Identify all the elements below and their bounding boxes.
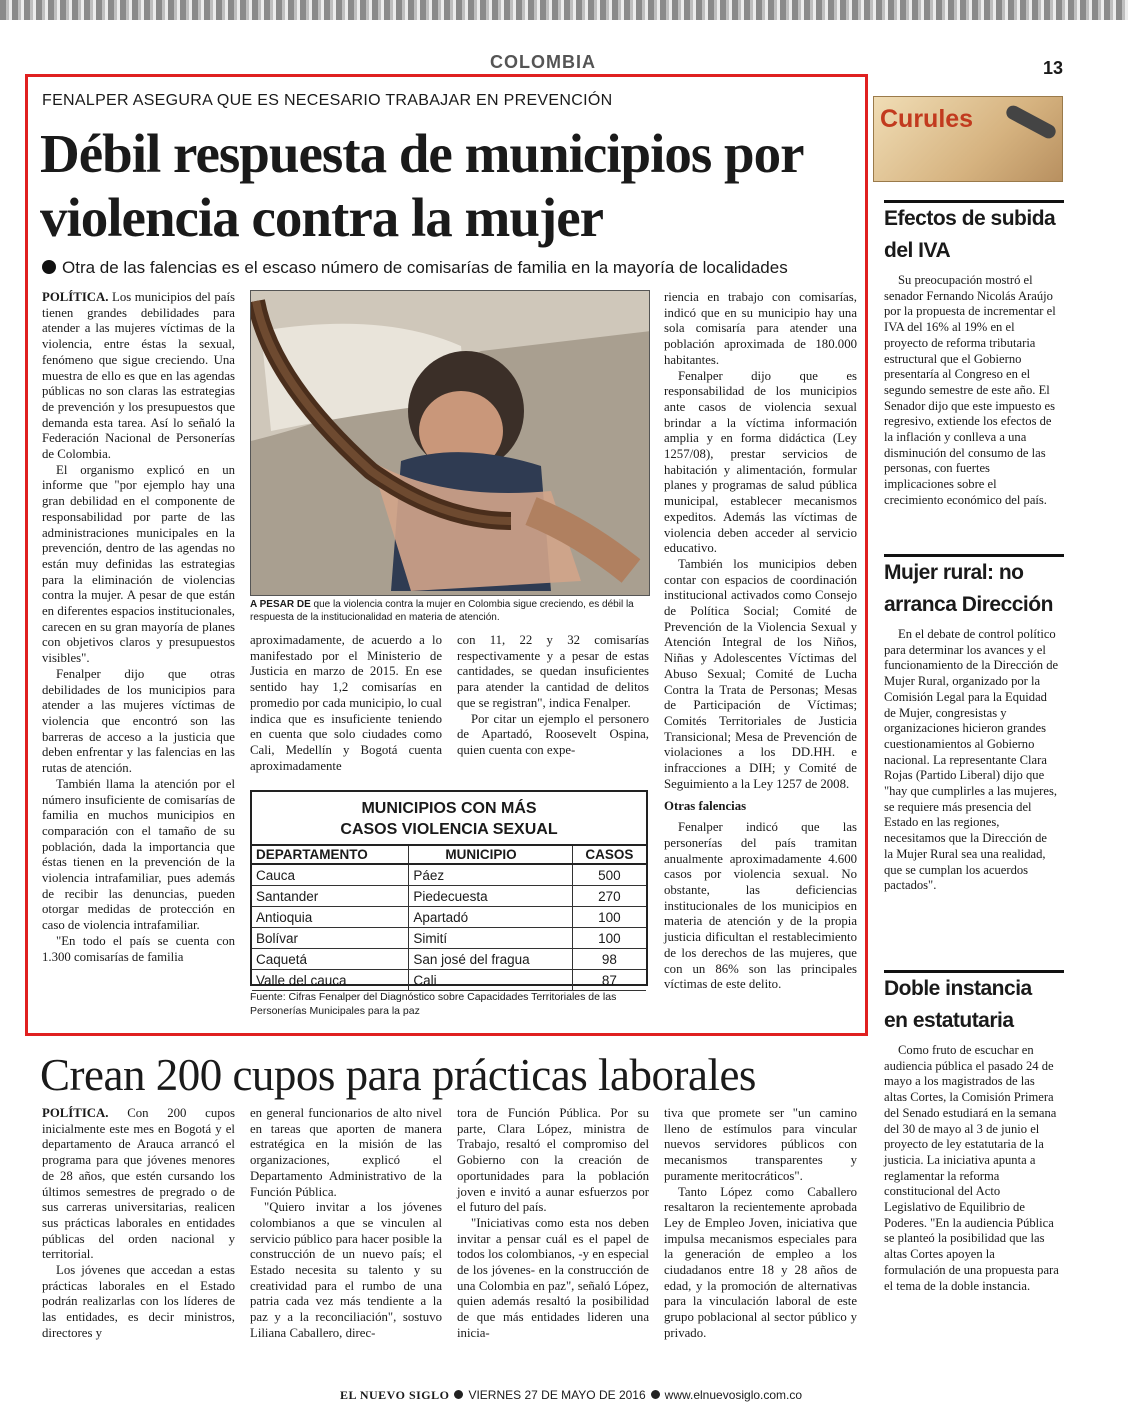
sidebar-banner-title: Curules bbox=[880, 105, 974, 133]
table-source: Fuente: Cifras Fenalper del Diagnóstico sobre Capacidades Territoriales de las Personerías Municipales para la paz bbox=[250, 991, 617, 1017]
paragraph: tiva que promete ser "un camino lleno de estímulos para vincular nuevos servidores públicos con mecanismos transparentes y puramente meritocráticos". bbox=[664, 1106, 857, 1183]
table-row bbox=[252, 970, 646, 991]
paragraph: Fenalper dijo que es responsabilidad de los municipios ante casos de violencia sexual brindar a la víctima información amplia y en forma didáctica (Ley 1257/08), prestar servicios de habitación y alimentación, formular planes y programas de salud pública municipal, establecer mecanismos expeditos. Además las víctimas de violencia deben acceder al servicio educativo. bbox=[664, 368, 857, 556]
paragraph: Su preocupación mostró el senador Fernando Nicolás Araújo por la propuesta de incrementar el IVA del 16% al 19% en el proyecto de reforma tributaria estructural que el Gobierno presentaría al Congreso en el segundo semestre de este año. El Senador dijo que este impuesto es regresivo, extiende los efectos de la inflación y conlleva a una disminución del consumo de las personas, con fuertes implicaciones sobre el crecimiento económico del país. bbox=[884, 273, 1056, 507]
brief-text bbox=[884, 1043, 1059, 1294]
microphone-icon bbox=[1004, 103, 1058, 141]
paragraph: Tanto López como Caballero resaltaron la recientemente aprobada Ley de Empleo Joven, iniciativa que impulsa mecanismos especiales para la generación de empleo a los ciudadanos entre 18 y 28 años de edad, y la promoción de alternativas para la vinculación laboral de este grupo poblacional al sector público y privado. bbox=[664, 1184, 857, 1340]
table-title-line: CASOS VIOLENCIA SEXUAL bbox=[340, 821, 558, 838]
table-cell: Caquetá bbox=[252, 949, 409, 970]
table-row bbox=[252, 864, 646, 886]
paragraph: También los municipios deben contar con espacios de coordinación institucional activados como Consejo de Política Social; Comité de Prevención de la Violencia Sexual y Atención Integral de los Niños, Niñas y Adolescentes Víctimas del Abuso Sexual; Comité de Lucha Contra la Trata de Personas; Mesas de Participación de Víctimas; Comités Territoriales de Justicia Transicional; Mesa de Prevención de violaciones a los DD.HH. e infracciones a DIH; y Comité de Seguimiento a la Ley 1257 de 2008. bbox=[664, 556, 857, 791]
table-title bbox=[252, 798, 646, 840]
page-top-edge bbox=[0, 0, 1128, 20]
table-cell: 270 bbox=[572, 886, 646, 907]
second-article-column-4 bbox=[664, 1106, 857, 1342]
article-column-3 bbox=[457, 633, 649, 759]
sidebar-brief-2 bbox=[884, 554, 1059, 894]
sidebar-banner bbox=[873, 96, 1063, 182]
bullet-icon bbox=[651, 1390, 660, 1399]
table-cell: 87 bbox=[572, 970, 646, 991]
table-title-line: MUNICIPIOS CON MÁS bbox=[361, 800, 537, 817]
page-footer bbox=[340, 1388, 802, 1403]
dateline: POLÍTICA. bbox=[42, 290, 109, 304]
paragraph: En el debate de control político para determinar los avances y el funcionamiento de la Dirección de Mujer Rural, organizado por la Comisión Legal para la Equidad de Mujer, congresistas y organizaciones hicieron grandes cuestionamientos al Gobierno nacional. La representante Clara Rojas (Partido Liberal) dijo que "hay que cumplirles a las mujeres, se requiere más presencia del Estado en las regiones, necesitamos que la Dirección de la Mujer Rural sea una realidad, que se cumplan los acuerdos pactados". bbox=[884, 627, 1059, 893]
paragraph: riencia en trabajo con comisarías, indicó que en su municipio hay una sola comisaría para atender una población aproximada de 180.000 habitantes. bbox=[664, 290, 857, 367]
table-cell: Bolívar bbox=[252, 928, 409, 949]
second-article-column-2 bbox=[250, 1106, 442, 1342]
footer-url[interactable]: www.elnuevosiglo.com.co bbox=[664, 1388, 803, 1402]
article-column-1 bbox=[42, 290, 235, 965]
paragraph: También llama la atención por el número insuficiente de comisarías de familia en muchos municipios en comparación con el tamaño de su población, dada la importancia que éstas tienen en la prevención de la violencia intrafamiliar, pues además de recibir las denuncias, pueden otorgar medidas de protección en caso de violencia intrafamiliar. bbox=[42, 776, 235, 933]
table-cell: Cali bbox=[409, 970, 572, 991]
second-article-column-1 bbox=[42, 1106, 235, 1342]
table-header-cell: MUNICIPIO bbox=[409, 845, 572, 864]
sidebar-brief-1 bbox=[884, 200, 1059, 509]
cases-table-box bbox=[250, 790, 648, 986]
paragraph: El organismo explicó en un informe que "por ejemplo hay una gran debilidad en el componente de responsabilidad por parte de las administraciones municipales en la prevención, dentro de las agendas no están muy definidas las estrategias para la eliminación de violencias contra la mujer. A pesar de que están en diferentes espacios institucionales, carecen en su gran mayoría de planes con objetivos claros y presupuestos visibles". bbox=[42, 462, 235, 666]
paragraph: Fenalper indicó que las personerías del país tramitan anualmente aproximadamente 4.600 casos por violencia sexual. No obstante, las deficiencias institucionales de los municipios en materia de atención y de la propia justicia dificultan el restablecimiento de los derechos de las mujeres, que con un 86% son las principales víctimas de este delito. bbox=[664, 820, 857, 992]
paragraph: Como fruto de escuchar en audiencia pública el pasado 24 de mayo a los magistrados de las altas Cortes, la Comisión Primera del Senado estudiará en la semana del 30 de mayo al 3 de junio el proyecto de ley estatutaria de la justicia. La iniciativa apunta a reglamentar la reforma constitucional del Acto Legislativo de Equilibrio de Poderes. "En la audiencia Pública se planteó la posibilidad que las altas Cortes apoyen la formulación de una propuesta para el tema de la doble instancia. bbox=[884, 1043, 1059, 1293]
paragraph bbox=[42, 1106, 235, 1263]
table-cell: San josé del fragua bbox=[409, 949, 572, 970]
paragraph: Los jóvenes que accedan a estas prácticas laborales en el Estado podrán realizarlas con los líderes de las entidades, es decir ministros, directores y bbox=[42, 1263, 235, 1340]
bullet-icon bbox=[454, 1390, 463, 1399]
paragraph: tora de Función Pública. Por su parte, Clara López, ministra de Trabajo, resaltó el compromiso del Gobierno con la creación de oportunidades para la población joven e invitó a aunar esfuerzos por el futuro del país. bbox=[457, 1106, 649, 1215]
bullet-icon bbox=[42, 260, 56, 274]
table-row bbox=[252, 949, 646, 970]
brief-title: Efectos de subida del IVA bbox=[884, 207, 1056, 262]
article-kicker: FENALPER ASEGURA QUE ES NECESARIO TRABAJAR EN PREVENCIÓN bbox=[42, 92, 613, 109]
footer-brand: EL NUEVO SIGLO bbox=[340, 1388, 450, 1402]
caption-text: que la violencia contra la mujer en Colombia sigue creciendo, es débil la respuesta de la institucionalidad en materia de atención. bbox=[250, 599, 634, 623]
brief-title: Mujer rural: no arranca Dirección bbox=[884, 561, 1053, 616]
column-subhead: Otras falencias bbox=[664, 798, 747, 813]
sidebar-brief-3 bbox=[884, 970, 1059, 1294]
table-cell: Piedecuesta bbox=[409, 886, 572, 907]
caption-lead: A PESAR DE bbox=[250, 599, 311, 610]
paragraph: "Iniciativas como esta nos deben invitar a pensar cuál es el papel de todos los colombianos, -y en especial de los jóvenes- en la construcción de una Colombia en paz", señaló López, quien además resaltó la posibilidad de que más entidades lideren una inicia- bbox=[457, 1215, 649, 1340]
paragraph bbox=[42, 290, 235, 463]
paragraph: en general funcionarios de alto nivel en tareas que aporten de manera estratégica en la misión de las organizaciones, explicó el Departamento Administrativo de la Función Pública. bbox=[250, 1106, 442, 1199]
article-headline: Débil respuesta de municipios por violencia contra la mujer bbox=[40, 123, 803, 248]
brief-title: Doble instancia en estatutaria bbox=[884, 977, 1032, 1032]
paragraph-text: Con 200 cupos inicialmente este mes en Bogotá y el departamento de Arauca arrancó el programa para que jóvenes menores de 28 años, que estén cursando los últimos semestres de pregrado o de sus carreras universitarias, realicen sus prácticas laborales en entidades públicas del orden nacional y territorial. bbox=[42, 1106, 235, 1262]
table-cell: Simití bbox=[409, 928, 572, 949]
photo-caption bbox=[250, 598, 650, 624]
cases-table bbox=[252, 844, 646, 991]
paragraph: "En todo el país se cuenta con 1.300 comisarías de familia bbox=[42, 933, 235, 964]
table-cell: 100 bbox=[572, 928, 646, 949]
page-number: 13 bbox=[1043, 58, 1064, 78]
article-subheadline bbox=[42, 258, 862, 278]
brief-text bbox=[884, 627, 1059, 894]
table-header-cell: CASOS bbox=[572, 845, 646, 864]
table-header-row bbox=[252, 845, 646, 864]
paragraph-text: Los municipios del país tienen grandes debilidades para atender a las mujeres víctimas de la violencia, entre éstas la sexual, fenómeno que sigue creciendo. Una muestra de ello es que en las agendas públicas no son claras las estrategias de prevención y los presupuestos que demanda esta tarea. Así lo señaló la Federación Nacional de Personerías de Colombia. bbox=[42, 290, 235, 462]
table-cell: 500 bbox=[572, 864, 646, 886]
article-column-4 bbox=[664, 290, 857, 993]
table-cell: Antioquia bbox=[252, 907, 409, 928]
table-cell: Santander bbox=[252, 886, 409, 907]
section-title: COLOMBIA bbox=[490, 52, 596, 72]
table-cell: Valle del cauca bbox=[252, 970, 409, 991]
table-cell: Cauca bbox=[252, 864, 409, 886]
photo-illustration bbox=[251, 291, 650, 596]
paragraph: "Quiero invitar a los jóvenes colombianos a que se vinculen al servicio público para hacer posible la construcción de un nuevo país; el Estado necesita su talento y su creatividad para el rumbo de una patria cada vez más tendiente a la paz y a la reconciliación", sostuvo Liliana Caballero, direc- bbox=[250, 1200, 442, 1340]
brief-text bbox=[884, 273, 1059, 509]
table-row bbox=[252, 907, 646, 928]
paragraph: aproximadamente, de acuerdo a lo manifestado por el Ministerio de Justicia en marzo de 2015. En ese sentido hay 1,2 comisarías en promedio por cada municipio, lo cual indica que es insuficiente teniendo en cuenta que solo ciudades como Cali, Medellín y Bogotá cuenta aproximadamente bbox=[250, 633, 442, 773]
second-article-headline: Crean 200 cupos para prácticas laborales bbox=[40, 1050, 756, 1100]
table-cell: 100 bbox=[572, 907, 646, 928]
footer-date: VIERNES 27 DE MAYO DE 2016 bbox=[468, 1388, 646, 1402]
subheadline-text: Otra de las falencias es el escaso número de comisarías de familia en la mayoría de localidades bbox=[62, 258, 788, 277]
article-column-2 bbox=[250, 633, 442, 774]
table-cell: 98 bbox=[572, 949, 646, 970]
article-photo bbox=[250, 290, 650, 596]
paragraph: Por citar un ejemplo el personero de Apartadó, Roosevelt Ospina, quien cuenta con expe- bbox=[457, 711, 649, 757]
table-row bbox=[252, 886, 646, 907]
table-cell: Apartadó bbox=[409, 907, 572, 928]
table-header-cell: DEPARTAMENTO bbox=[252, 845, 409, 864]
dateline: POLÍTICA. bbox=[42, 1106, 109, 1120]
table-row bbox=[252, 928, 646, 949]
paragraph: con 11, 22 y 32 comisarías respectivamente y a pesar de estas cantidades, se quedan insuficientes para atender la cantidad de delitos que se registran", indica Fenalper. bbox=[457, 633, 649, 710]
paragraph: Fenalper dijo que otras debilidades de los municipios para atender a las mujeres víctimas de violencia que encontró son las barreras de acceso a la justicia que deben enfrentar y las falencias en las rutas de atención. bbox=[42, 666, 235, 776]
second-article-column-3 bbox=[457, 1106, 649, 1342]
table-cell: Páez bbox=[409, 864, 572, 886]
